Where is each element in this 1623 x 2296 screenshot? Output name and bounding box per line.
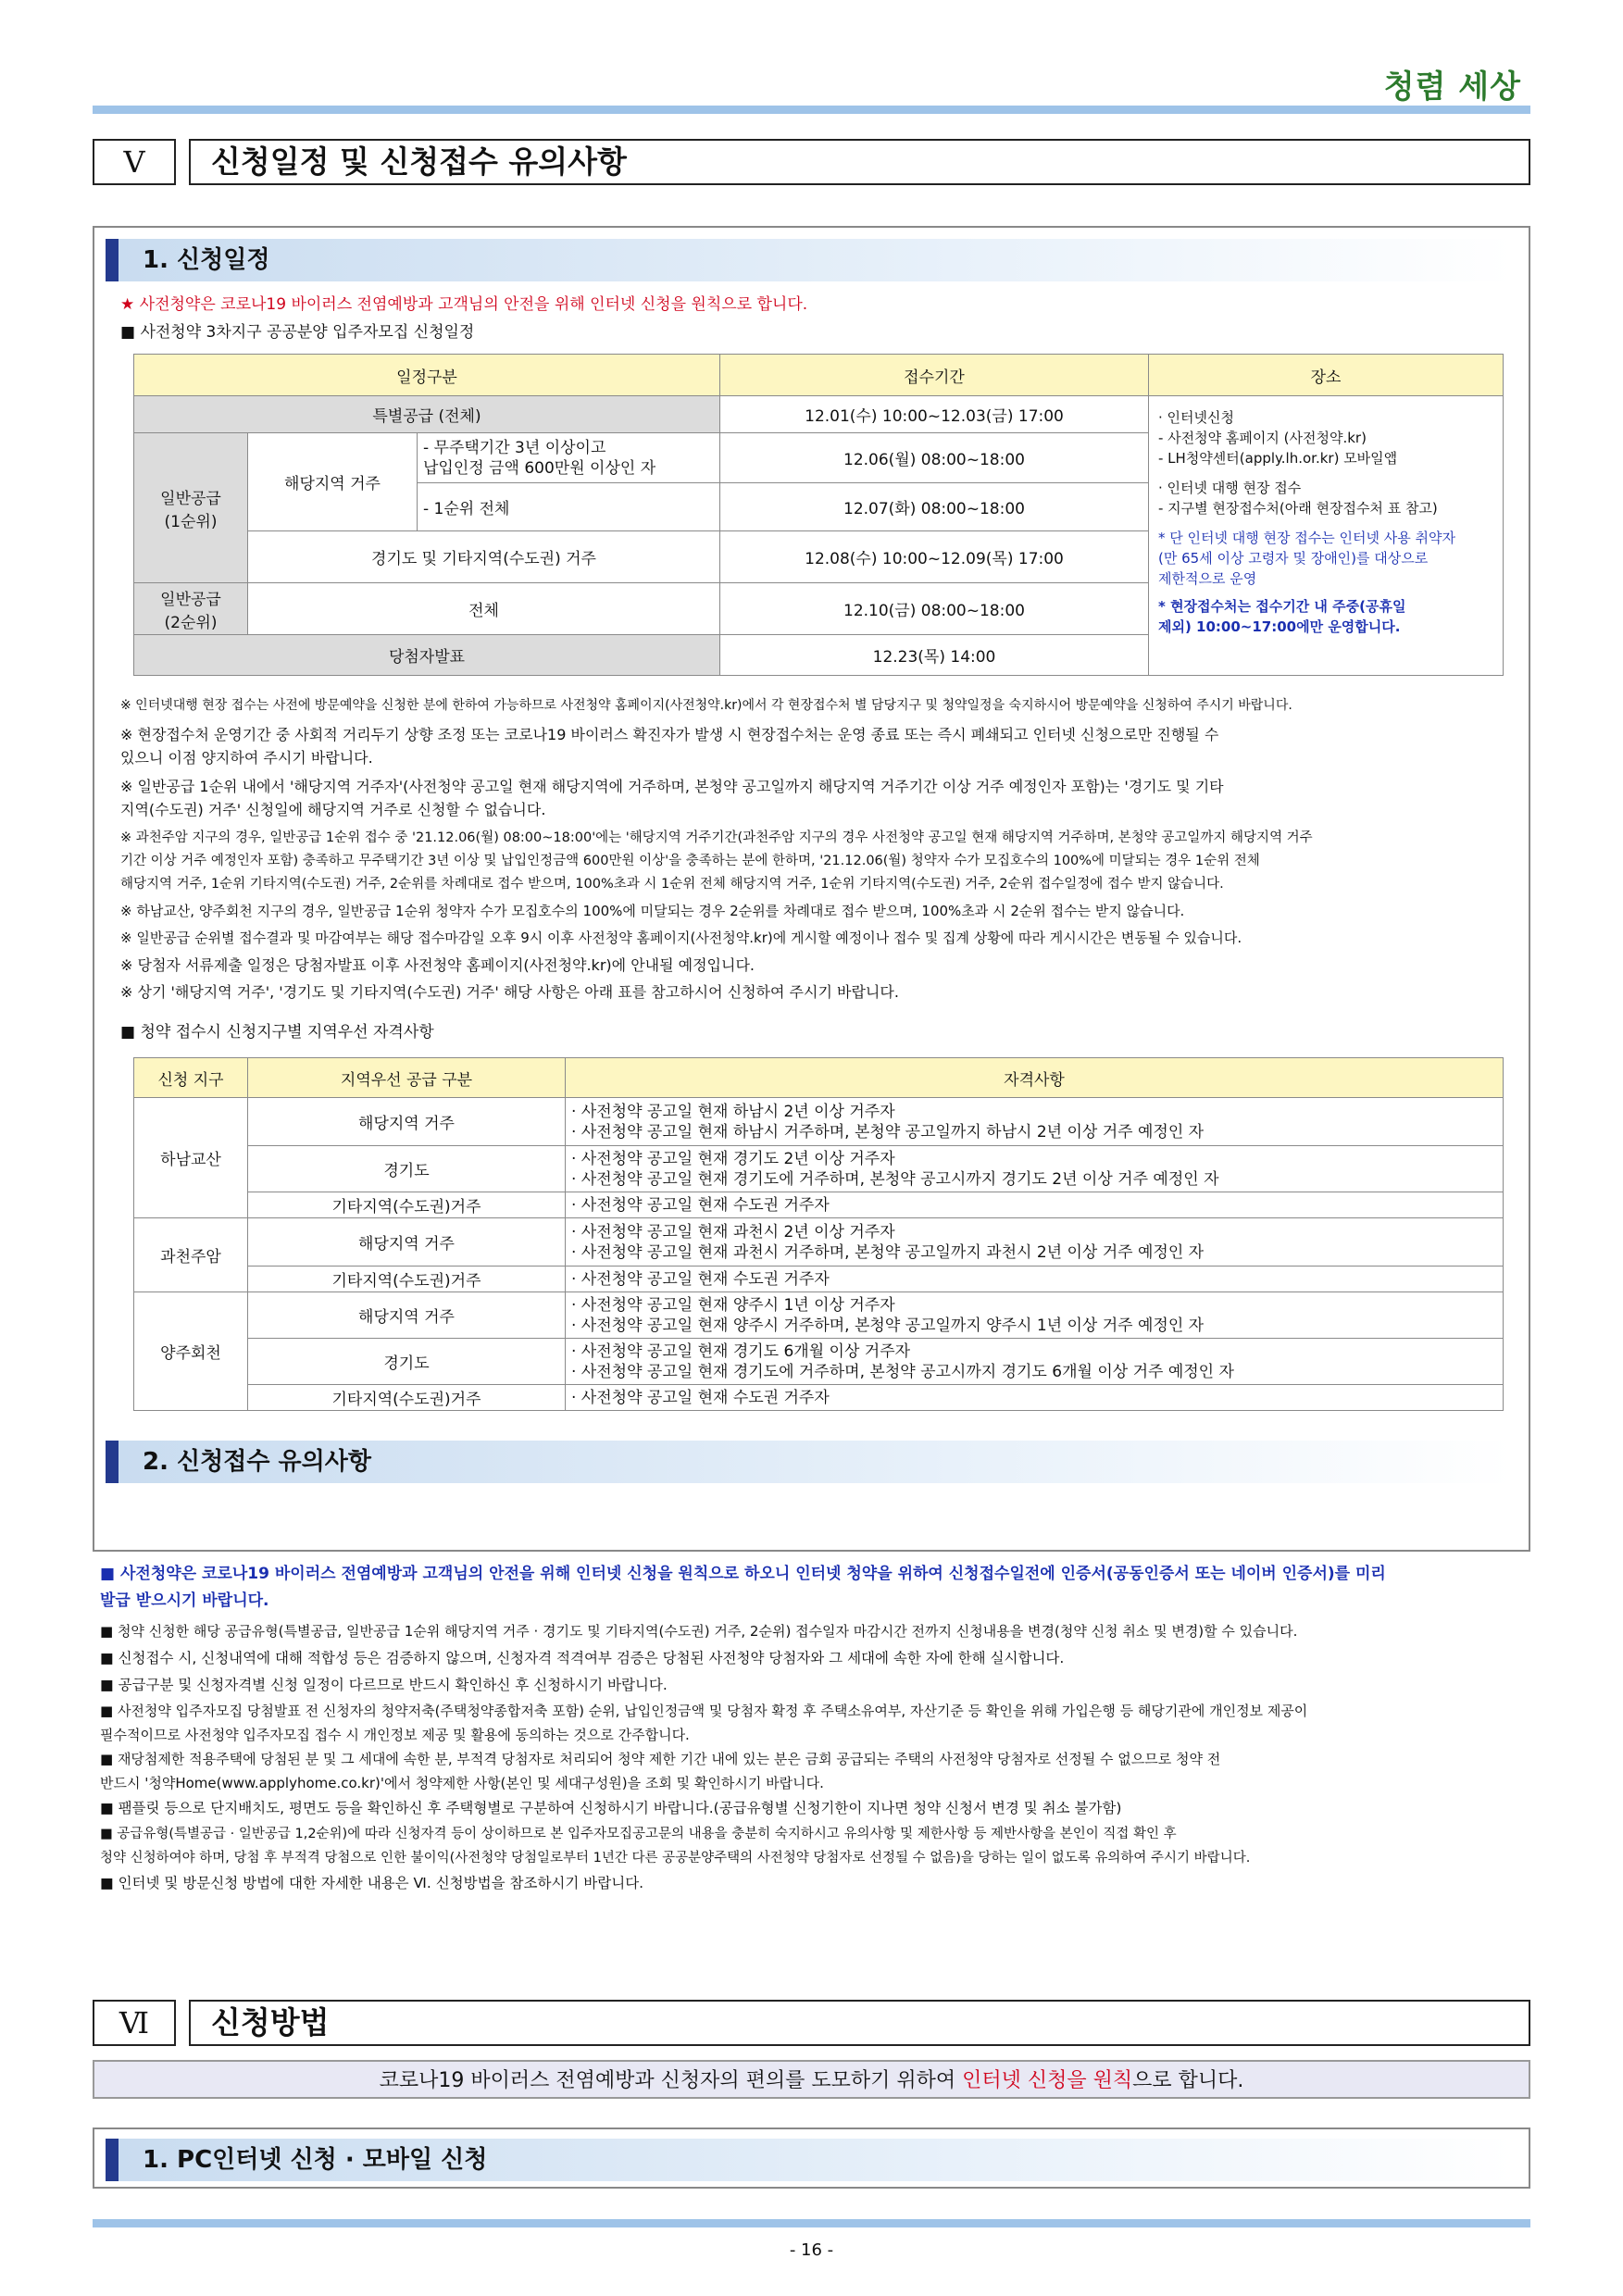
row-local-a-period: 12.06(월) 08:00~18:00: [720, 433, 1149, 483]
region-type: 경기도: [248, 1146, 566, 1192]
row-local-b: - 1순위 전체: [418, 483, 720, 531]
row-winner-period: 12.23(목) 14:00: [720, 635, 1149, 676]
region-header-qual: 자격사항: [566, 1058, 1504, 1098]
schedule-header-place: 장소: [1149, 355, 1504, 396]
place-note-1: * 단 인터넷 대행 현장 접수는 인터넷 사용 취약자 (만 65세 이상 고령자 및 장애인)를 대상으로 제한적으로 운영: [1158, 530, 1455, 587]
caution-5: ■ 사전청약 입주자모집 당첨발표 전 신청자의 청약저축(주택청약종합저축 포함) 순위, 납입인정금액 및 당첨자 확정 후 주택소유여부, 자산기준 등 확인을 위해 가입은행 등 해당기관에 개인정보 제공이 필수적이므로 사전청약 입주자모집 접수 시 개인정보 제공 및 활용에 동의하는 것으로 간주합니다.: [100, 1703, 1308, 1743]
schedule-header-type: 일정구분: [134, 355, 720, 396]
section-5-title: 신청일정 및 신청접수 유의사항: [189, 139, 1530, 185]
section-6-title: 신청방법: [189, 2000, 1530, 2046]
row-gyeonggi-period: 12.08(수) 10:00~12.09(목) 17:00: [720, 531, 1149, 583]
sub-heading-schedule: 1. 신청일정: [106, 239, 1513, 281]
region-caption: ■ 청약 접수시 신청지구별 지역우선 자격사항: [120, 1023, 434, 1042]
sub-heading-cautions: 2. 신청접수 유의사항: [106, 1441, 1513, 1483]
bottom-rule: [93, 2219, 1530, 2227]
section-5-header: [93, 139, 1530, 183]
schedule-table: [133, 354, 1504, 676]
notes-block: [120, 694, 1512, 1004]
caution-2: ■ 청약 신청한 해당 공급유형(특별공급, 일반공급 1순위 해당지역 거주 · 경기도 및 기타지역(수도권) 거주, 2순위) 접수일자 마감시간 전까지 신청내용을 변경(청약 신청 취소 및 변경)할 수 있습니다.: [100, 1623, 1298, 1640]
row-gen2: 일반공급 (2순위): [134, 583, 248, 635]
row-special: 특별공급 (전체): [134, 396, 720, 433]
note-7: ※ 당첨자 서류제출 일정은 당첨자발표 이후 사전청약 홈페이지(사전청약.kr)에 안내될 예정입니다.: [120, 956, 755, 974]
row-gyeonggi: 경기도 및 기타지역(수도권) 거주: [248, 531, 720, 583]
region-qual: · 사전청약 공고일 현재 양주시 1년 이상 거주자 · 사전청약 공고일 현재 양주시 거주하며, 본청약 공고일까지 양주시 1년 이상 거주 예정인 자: [566, 1292, 1504, 1339]
region-type: 해당지역 거주: [248, 1218, 566, 1267]
place-note-2: * 현장접수처는 접수기간 내 주중(공휴일 제외) 10:00~17:00에만 운영합니다.: [1158, 598, 1406, 635]
region-type: 해당지역 거주: [248, 1292, 566, 1339]
caution-3: ■ 신청접수 시, 신청내역에 대해 적합성 등은 검증하지 않으며, 신청자격 적격여부 검증은 당첨된 사전청약 당첨자와 그 세대에 속한 자에 한해 실시합니다.: [100, 1650, 1065, 1666]
section-5-panel: [93, 226, 1530, 1552]
note-2: ※ 현장접수처 운영기간 중 사회적 거리두기 상향 조정 또는 코로나19 바이러스 확진자가 발생 시 현장접수처는 운영 종료 또는 즉시 폐쇄되고 인터넷 신청으로만 진행될 수 있으니 이점 양지하여 주시기 바랍니다.: [120, 726, 1219, 767]
place-site: - 사전청약 홈페이지 (사전청약.kr): [1158, 430, 1367, 446]
row-winner: 당첨자발표: [134, 635, 720, 676]
note-5: ※ 하남교산, 양주회천 지구의 경우, 일반공급 1순위 청약자 수가 모집호수의 100%에 미달되는 경우 2순위를 차례대로 접수 받으며, 100%초과 시 2순위 접수는 받지 않습니다.: [120, 903, 1185, 919]
caution-7: ■ 팸플릿 등으로 단지배치도, 평면도 등을 확인하신 후 주택형별로 구분하여 신청하시기 바랍니다.(공급유형별 신청기한이 지나면 청약 신청서 변경 및 취소 불가함): [100, 1800, 1122, 1816]
cautions-block: [100, 1561, 1526, 1897]
logo-text: 청렴 세상: [1383, 69, 1521, 106]
note-4: ※ 과천주암 지구의 경우, 일반공급 1순위 접수 중 '21.12.06(월) 08:00~18:00'에는 '해당지역 거주기간(과천주암 지구의 경우 사전청약 공고일 현재 해당지역 거주하며, 본청약 공고일까지 해당지역 거주 기간 이상 거주 예정인자 포함) 충족하고 무주택기간 3년 이상 및 납입인정금액 600만원 이상'을 충족하는 분에 한하며, '21.12.06(월) 청약자 수가 모집호수의 100%에 미달되는 경우 1순위 전체 해당지역 거주, 1순위 기타지역(수도권) 거주, 2순위를 차례대로 접수 받으며, 100%초과 시 1순위 전체 해당지역 거주, 1순위 기타지역(수도권) 거주, 2순위 접수일정에 접수 받지 않습니다.: [120, 830, 1313, 892]
region-header-district: 신청 지구: [134, 1058, 248, 1098]
place-onsite: · 인터넷 대행 현장 접수: [1158, 480, 1302, 496]
page-number: - 16 -: [789, 2240, 834, 2260]
place-lh: - LH청약센터(apply.lh.or.kr) 모바일앱: [1158, 450, 1398, 467]
schedule-caption: ■ 사전청약 3차지구 공공분양 입주자모집 신청일정: [120, 323, 475, 342]
region-header-type: 지역우선 공급 구분: [248, 1058, 566, 1098]
region-type: 기타지역(수도권)거주: [248, 1267, 566, 1292]
logo: [1384, 61, 1521, 106]
region-district-hanam: 하남교산: [134, 1098, 248, 1218]
internet-notice-banner: [93, 2060, 1530, 2099]
region-qual: · 사전청약 공고일 현재 경기도 6개월 이상 거주자 · 사전청약 공고일 현재 경기도에 거주하며, 본청약 공고시까지 경기도 6개월 이상 거주 예정인 자: [566, 1339, 1504, 1385]
region-type: 해당지역 거주: [248, 1098, 566, 1146]
note-3: ※ 일반공급 1순위 내에서 '해당지역 거주자'(사전청약 공고일 현재 해당지역에 거주하며, 본청약 공고일까지 해당지역 거주기간 이상 거주 예정인자 포함)는 '경기도 및 기타 지역(수도권) 거주' 신청일에 해당지역 거주로 신청할 수 없습니다.: [120, 778, 1224, 818]
region-qual: · 사전청약 공고일 현재 수도권 거주자: [566, 1192, 1504, 1218]
note-8: ※ 상기 '해당지역 거주', '경기도 및 기타지역(수도권) 거주' 해당 사항은 아래 표를 참고하시어 신청하여 주시기 바랍니다.: [120, 983, 899, 1001]
region-type: 기타지역(수도권)거주: [248, 1192, 566, 1218]
banner-text-post: 으로 합니다.: [1132, 2069, 1244, 2092]
place-internet: · 인터넷신청: [1158, 409, 1234, 426]
caution-4: ■ 공급구분 및 신청자격별 신청 일정이 다르므로 반드시 확인하신 후 신청하시기 바랍니다.: [100, 1677, 668, 1693]
region-qual: · 사전청약 공고일 현재 과천시 2년 이상 거주자 · 사전청약 공고일 현재 과천시 거주하며, 본청약 공고일까지 과천시 2년 이상 거주 예정인 자: [566, 1218, 1504, 1267]
region-district-gwacheon: 과천주암: [134, 1218, 248, 1292]
section-6-number: Ⅵ: [93, 2000, 176, 2046]
top-rule: [93, 106, 1530, 114]
place-cell: [1149, 396, 1504, 676]
region-type: 경기도: [248, 1339, 566, 1385]
section-5-number: Ⅴ: [93, 139, 176, 185]
row-gen1: 일반공급 (1순위): [134, 433, 248, 583]
caution-9: ■ 인터넷 및 방문신청 방법에 대한 자세한 내용은 Ⅵ. 신청방법을 참조하시기 바랍니다.: [100, 1875, 644, 1891]
row-gen2-period: 12.10(금) 08:00~18:00: [720, 583, 1149, 635]
sub-heading-pc-mobile: 1. PC인터넷 신청 · 모바일 신청: [106, 2139, 1513, 2181]
row-special-period: 12.01(수) 10:00~12.03(금) 17:00: [720, 396, 1149, 433]
banner-text-pre: 코로나19 바이러스 전염예방과 신청자의 편의를 도모하기 위하여: [379, 2069, 963, 2092]
region-qual: · 사전청약 공고일 현재 하남시 2년 이상 거주자 · 사전청약 공고일 현재 하남시 거주하며, 본청약 공고일까지 하남시 2년 이상 거주 예정인 자: [566, 1098, 1504, 1146]
region-district-yangju: 양주회천: [134, 1292, 248, 1411]
banner-text-highlight: 인터넷 신청을 원칙: [962, 2069, 1133, 2092]
caution-1: ■ 사전청약은 코로나19 바이러스 전염예방과 고객님의 안전을 위해 인터넷 신청을 원칙으로 하오니 인터넷 청약을 위하여 신청접수일전에 인증서(공동인증서 또는 네이버 인증서)를 미리 발급 받으시기 바랍니다.: [100, 1565, 1386, 1610]
region-qual: · 사전청약 공고일 현재 수도권 거주자: [566, 1267, 1504, 1292]
caution-8: ■ 공급유형(특별공급 · 일반공급 1,2순위)에 따라 신청자격 등이 상이하므로 본 입주자모집공고문의 내용을 충분히 숙지하시고 유의사항 및 제한사항 등 제반사항을 본인이 직접 확인 후 청약 신청하여야 하며, 당첨 후 부적격 당첨으로 인한 불이익(사전청약 당첨일로부터 1년간 다른 공공분양주택의 사전청약 당첨자로 선정될 수 없음)을 당하는 일이 없도록 유의하여 주시기 바랍니다.: [100, 1827, 1251, 1866]
region-qual: · 사전청약 공고일 현재 수도권 거주자: [566, 1385, 1504, 1411]
note-1: ※ 인터넷대행 현장 접수는 사전에 방문예약을 신청한 분에 한하여 가능하므로 사전청약 홈페이지(사전청약.kr)에서 각 현장접수처 별 담당지구 및 청약일정을 숙지하시어 방문예약을 신청하여 주시기 바랍니다.: [120, 698, 1292, 713]
section-6-panel: [93, 2128, 1530, 2189]
region-table: [133, 1057, 1504, 1411]
section-6-header: [93, 2000, 1530, 2044]
note-6: ※ 일반공급 순위별 접수결과 및 마감여부는 해당 접수마감일 오후 9시 이후 사전청약 홈페이지(사전청약.kr)에 게시할 예정이나 접수 및 집계 상황에 따라 게시시간은 변동될 수 있습니다.: [120, 930, 1242, 946]
region-qual: · 사전청약 공고일 현재 경기도 2년 이상 거주자 · 사전청약 공고일 현재 경기도에 거주하며, 본청약 공고시까지 경기도 2년 이상 거주 예정인 자: [566, 1146, 1504, 1192]
intro-notice: ★ 사전청약은 코로나19 바이러스 전염예방과 고객님의 안전을 위해 인터넷 신청을 원칙으로 합니다.: [120, 295, 808, 314]
row-gen2-all: 전체: [248, 583, 720, 635]
place-onsite-desc: - 지구별 현장접수처(아래 현장접수처 표 참고): [1158, 500, 1438, 517]
caution-6: ■ 재당첨제한 적용주택에 당첨된 분 및 그 세대에 속한 분, 부적격 당첨자로 처리되어 청약 제한 기간 내에 있는 분은 금회 공급되는 주택의 사전청약 당첨자로 선정될 수 없으므로 청약 전 반드시 '청약Home(www.applyhome.co.kr)'에서 청약제한 사항(본인 및 세대구성원)을 조회 및 확인하시기 바랍니다.: [100, 1751, 1221, 1791]
row-local: 해당지역 거주: [248, 433, 418, 531]
row-local-a: - 무주택기간 3년 이상이고 납입인정 금액 600만원 이상인 자: [418, 433, 720, 483]
row-local-b-period: 12.07(화) 08:00~18:00: [720, 483, 1149, 531]
schedule-header-period: 접수기간: [720, 355, 1149, 396]
region-type: 기타지역(수도권)거주: [248, 1385, 566, 1411]
